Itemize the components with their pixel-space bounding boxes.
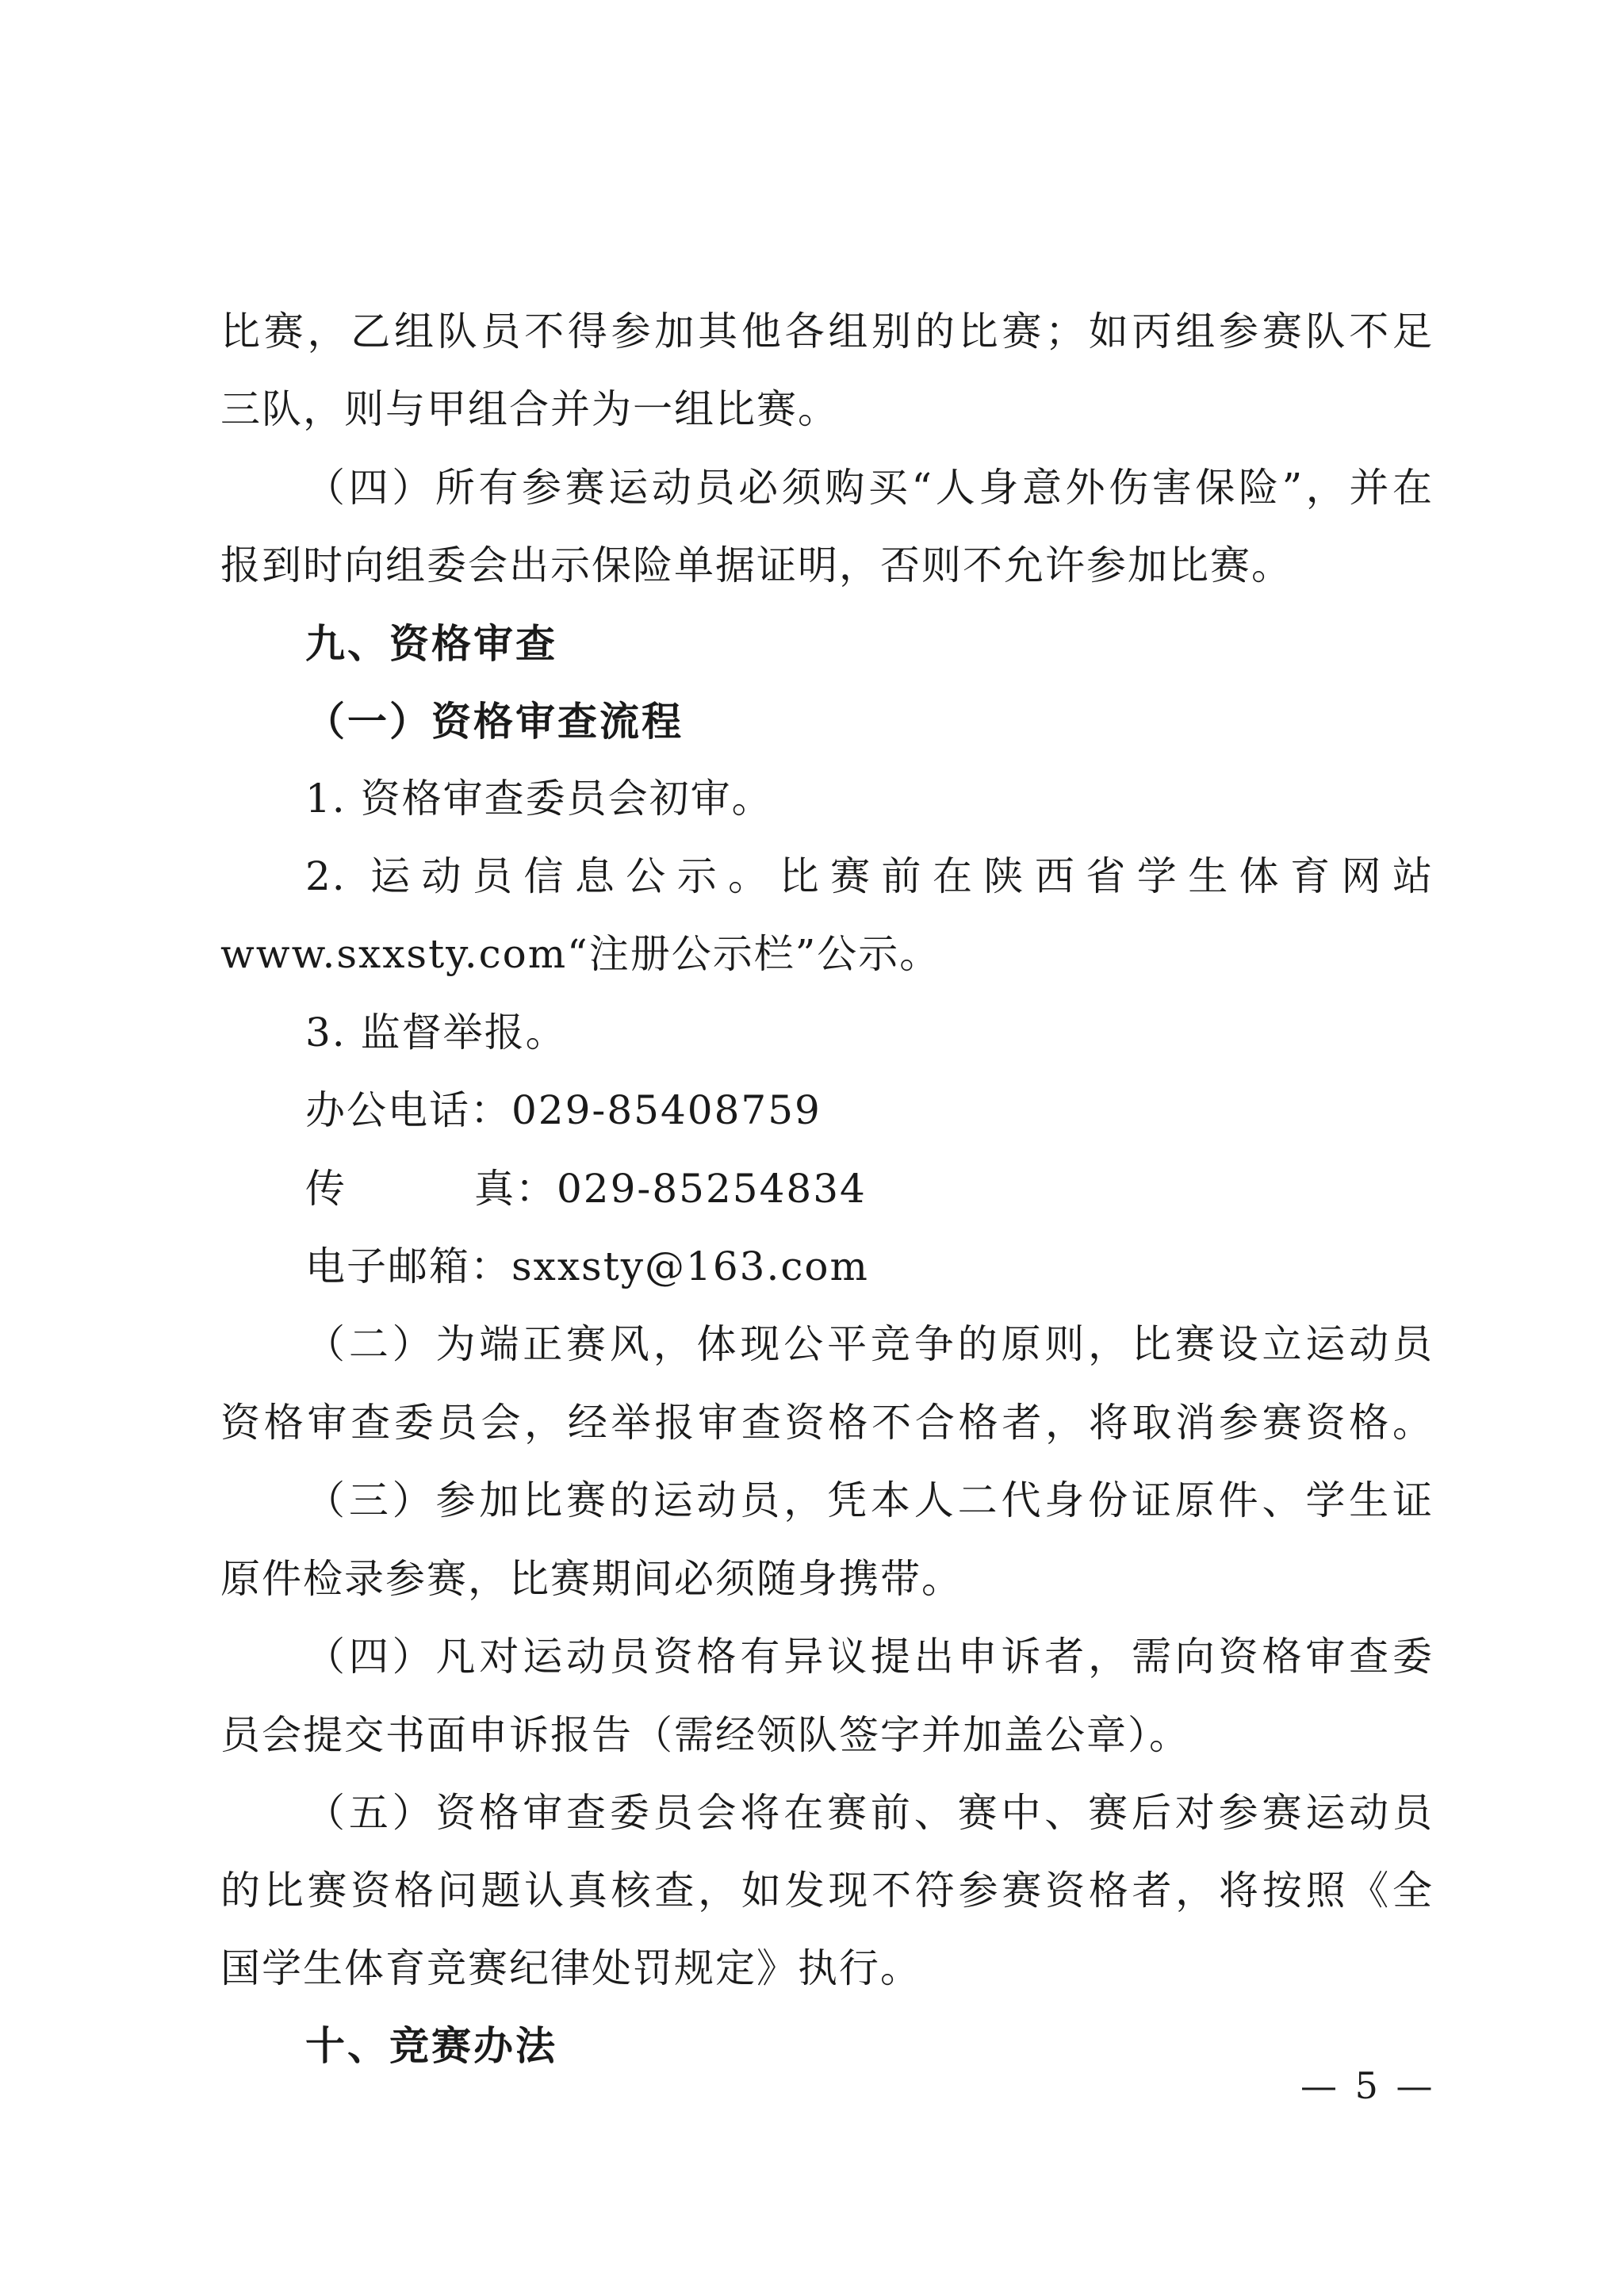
list-item: 2. 运动员信息公示。比赛前在陕西省学生体育网站	[305, 853, 1434, 899]
fax-label: 传真	[305, 1166, 515, 1212]
phone-label: 办公电话：	[305, 1087, 511, 1133]
email-label: 电子邮箱：	[305, 1243, 511, 1289]
paragraph-line: （三）参加比赛的运动员，凭本人二代身份证原件、学生证	[305, 1477, 1434, 1523]
paragraph-line: 国学生体育竞赛纪律处罚规定》执行。	[220, 1945, 921, 1991]
paragraph-line: （五）资格审查委员会将在赛前、赛中、赛后对参赛运动员	[305, 1790, 1434, 1836]
fax-value: 029-85254834	[557, 1166, 867, 1212]
website-line: www.sxxsty.com“注册公示栏”公示。	[220, 931, 941, 977]
section-heading-nine: 九、资格审查	[305, 621, 557, 667]
paragraph-line: 员会提交书面申诉报告（需经领队签字并加盖公章）。	[220, 1712, 1190, 1758]
list-item: 3. 监督举报。	[305, 1010, 567, 1056]
section-heading-ten: 十、竞赛办法	[305, 2023, 557, 2069]
paragraph-line: 比赛，乙组队员不得参加其他各组别的比赛；如丙组参赛队不足	[220, 308, 1434, 354]
phone-row	[305, 1085, 822, 1136]
phone-value: 029-85408759	[511, 1087, 822, 1133]
paragraph-line: （四）凡对运动员资格有异议提出申诉者，需向资格审查委	[305, 1634, 1434, 1680]
subsection-heading: （一）资格审查流程	[305, 699, 684, 745]
paragraph-line: （四）所有参赛运动员必须购买“人身意外伤害保险”，并在	[305, 465, 1434, 511]
email-value: sxxsty@163.com	[511, 1243, 869, 1289]
paragraph-line: 报到时向组委会出示保险单据证明，否则不允许参加比赛。	[220, 542, 1293, 588]
paragraph-line: 的比赛资格问题认真核查，如发现不符参赛资格者，将按照《全	[220, 1868, 1434, 1914]
fax-colon: ：	[515, 1166, 557, 1212]
list-item: 1. 资格审查委员会初审。	[305, 776, 773, 822]
paragraph-line: 资格审查委员会，经举报审查资格不合格者，将取消参赛资格。	[220, 1400, 1434, 1446]
paragraph-line: （二）为端正赛风，体现公平竞争的原则，比赛设立运动员	[305, 1321, 1434, 1367]
page-number: — 5 —	[1300, 2064, 1436, 2107]
paragraph-line: 三队，则与甲组合并为一组比赛。	[220, 386, 839, 432]
fax-row	[305, 1163, 867, 1214]
paragraph-line: 原件检录参赛，比赛期间必须随身携带。	[220, 1556, 963, 1602]
email-row	[305, 1241, 869, 1292]
